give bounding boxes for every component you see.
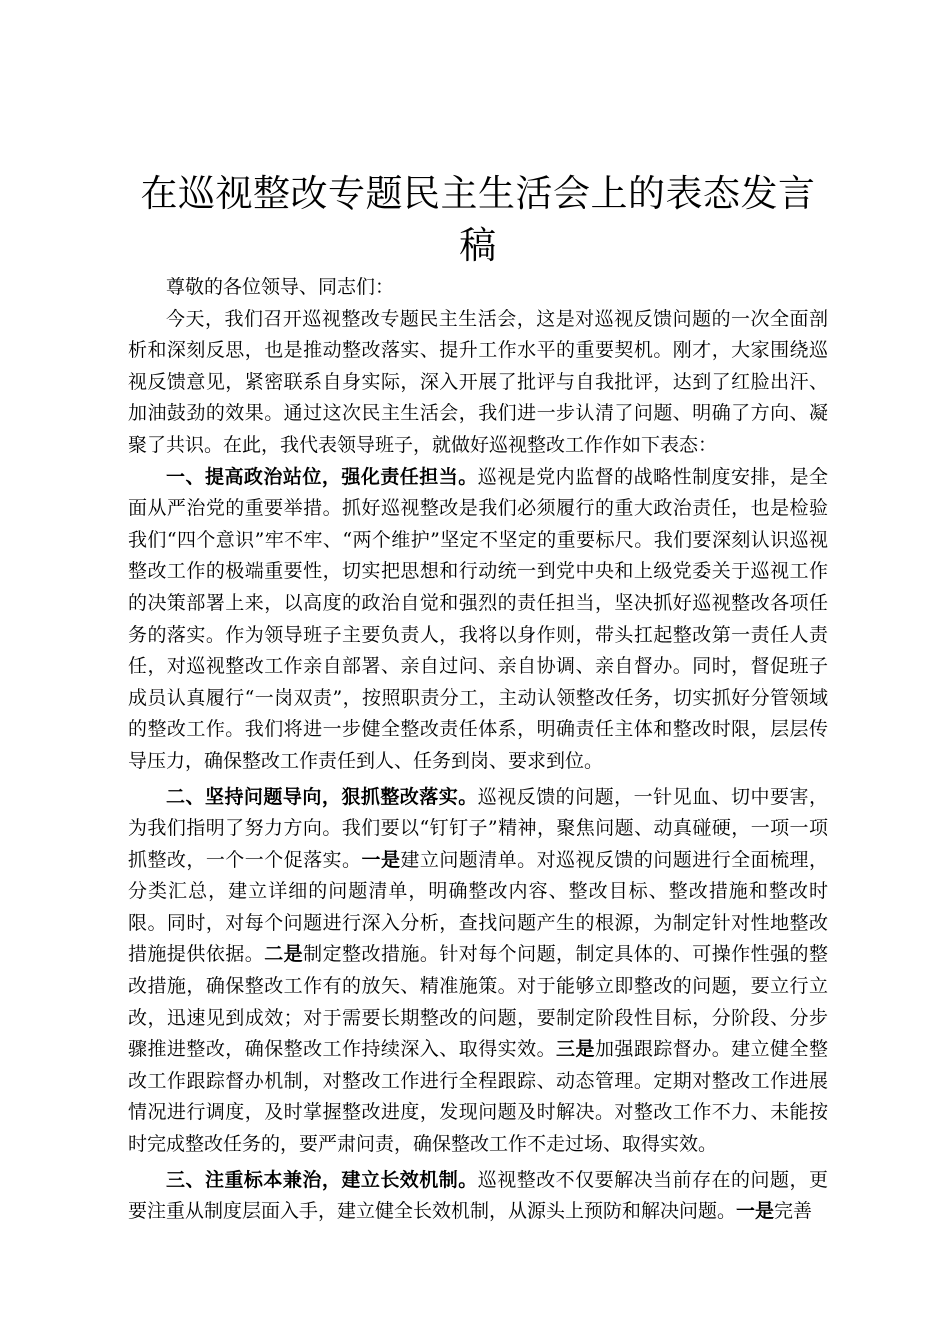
section-3-item-1: 完善 bbox=[774, 1200, 813, 1223]
section-3-paragraph bbox=[128, 1165, 828, 1228]
document-body bbox=[128, 272, 828, 1228]
section-2-text: 巡视反馈的问题，一针见血、切中要害，为我们指明了努力方向。我们要以“钉钉子”精神，聚焦问题、动真碰硬，一项一项抓整改，一个一个促落实。 bbox=[128, 785, 828, 871]
section-2-item-1: 建立问题清单。对巡视反馈的问题进行全面梳理，分类汇总，建立详细的问题清单，明确整改内容、整改目标、整改措施和整改时限。同时，对每个问题进行深入分析，查找问题产生的根源，为制定针对性地整改措施提供依据。 bbox=[128, 848, 828, 966]
section-3-text: 巡视整改不仅要解决当前存在的问题，更要注重从制度层面入手，建立健全长效机制，从源头上预防和解决问题。 bbox=[128, 1168, 828, 1223]
section-2-marker-3: 三是 bbox=[556, 1038, 595, 1061]
section-1-text: 巡视是党内监督的战略性制度安排，是全面从严治党的重要举措。抓好巡视整改是我们必须履行的重大政治责任，也是检验我们“四个意识”牢不牢、“两个维护”坚定不坚定的重要标尺。我们要深刻认识巡视整改工作的极端重要性，切实把思想和行动统一到党中央和上级党委关于巡视工作的决策部署上来，以高度的政治自觉和强烈的责任担当，坚决抓好巡视整改各项任务的落实。作为领导班子主要负责人，我将以身作则，带头扛起整改第一责任人责任，对巡视整改工作亲自部署、亲自过问、亲自协调、亲自督办。同时，督促班子成员认真履行“一岗双责”，按照职责分工，主动认领整改任务，切实抓好分管领域的整改工作。我们将进一步健全整改责任体系，明确责任主体和整改时限，层层传导压力，确保整改工作责任到人、任务到岗、要求到位。 bbox=[128, 465, 828, 772]
salutation: 尊敬的各位领导、同志们： bbox=[166, 276, 395, 298]
section-2-marker-2: 二是 bbox=[264, 943, 304, 966]
section-2-marker-1: 一是 bbox=[361, 848, 401, 871]
section-2-item-3: 加强跟踪督办。建立健全整改工作跟踪督办机制，对整改工作进行全程跟踪、动态管理。定期对整改工作进展情况进行调度，及时掌握整改进度，发现问题及时解决。对整改工作不力、未能按时完成整改任务的，要严肃问责，确保整改工作不走过场、取得实效。 bbox=[128, 1038, 828, 1156]
section-2-heading: 二、坚持问题导向，狠抓整改落实。 bbox=[166, 785, 478, 808]
section-2-item-2: 制定整改措施。针对每个问题，制定具体的、可操作性强的整改措施，确保整改工作有的放矢、精准施策。对于能够立即整改的问题，要立行立改，迅速见到成效；对于需要长期整改的问题，要制定阶段性目标，分阶段、分步骤推进整改，确保整改工作持续深入、取得实效。 bbox=[128, 943, 828, 1061]
page-title: 在巡视整改专题民主生活会上的表态发言稿 bbox=[140, 172, 816, 267]
section-3-marker-1: 一是 bbox=[736, 1200, 775, 1223]
section-1-heading: 一、提高政治站位，强化责任担当。 bbox=[166, 465, 478, 488]
intro-paragraph: 今天，我们召开巡视整改专题民主生活会，这是对巡视反馈问题的一次全面剖析和深刻反思，也是推动整改落实、提升工作水平的重要契机。刚才，大家围绕巡视反馈意见，紧密联系自身实际，深入开展了批评与自我批评，达到了红脸出汗、加油鼓劲的效果。通过这次民主生活会，我们进一步认清了问题、明确了方向、凝聚了共识。在此，我代表领导班子，就做好巡视整改工作作如下表态： bbox=[128, 307, 828, 456]
section-3-heading: 三、注重标本兼治，建立长效机制。 bbox=[166, 1168, 478, 1191]
section-2-paragraph bbox=[128, 782, 828, 1161]
section-1-paragraph bbox=[128, 462, 828, 778]
